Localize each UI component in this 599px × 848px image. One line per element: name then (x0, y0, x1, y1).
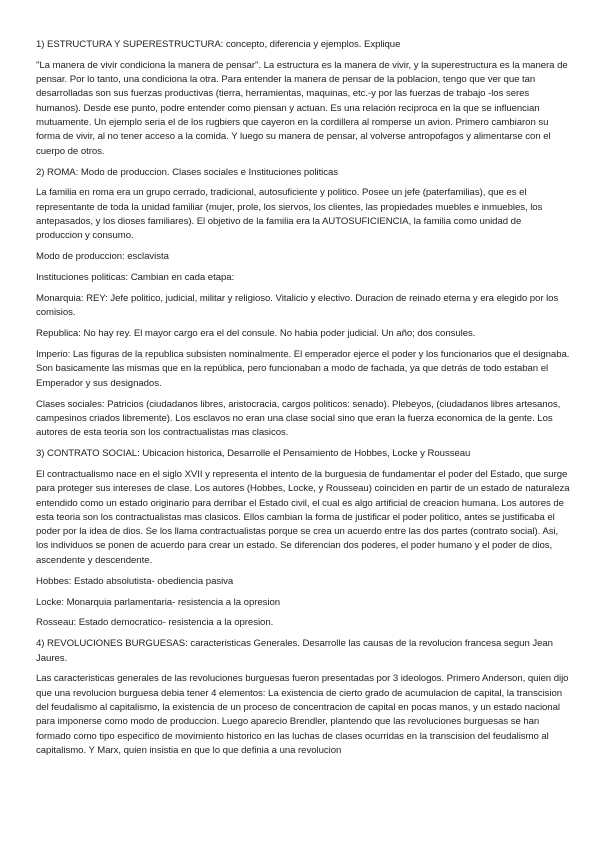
paragraph-modo-produccion: Modo de produccion: esclavista (36, 251, 169, 263)
paragraph-familia: La familia en roma era un grupo cerrado, tradicional, autosuficiente y politico. Posee un jefe (paterfamilias), que es el representante de toda la unidad familiar (mujer, prole, los siervos, los clientes, las propiedades muebles e inmuebles, los antepasados, y los dioses familiares). El objetivo de la familia era la AUTOSUFICIENCIA, la familia como unidad de produccion y consumo. (36, 187, 543, 242)
heading-estructura: 1) ESTRUCTURA Y SUPERESTRUCTURA: concepto, diferencia y ejemplos. Explique (36, 39, 401, 50)
heading-roma: 2) ROMA: Modo de produccion. Clases sociales e Instituciones politicas (36, 166, 339, 178)
paragraph-contractualismo: El contractualismo nace en el siglo XVII y representa el intento de la burguesia de fundamentar el poder del Estado, que surge para proteger sus intereses de clase. Los autores (Hobbes, Locke, y Rousseau) coinciden en partir de un estado de naturaleza entendido como un estado originario para derribar el Estado civil, el cual es algo artificial de creacion humana. Los autores de esta teoria son los contractualistas mas clasicos. Ellos cambian la forma de justificar el poder politico, antes se justificaba el poder por la idea de dios. Se los llama contractualistas porque se crea un acuerdo entre las dos partes (contrato social). Asi, los individuos se ponen de acuerdo para crear un estado. Se diferencian dos poderes, el poder humano y el poder de dios, ascendente y descendente. (36, 468, 570, 566)
paragraph-rousseau: Rosseau: Estado democratico- resistencia a la opresion. (36, 617, 274, 629)
paragraph-instituciones: Instituciones politicas: Cambian en cada etapa: (36, 272, 235, 284)
document-page (36, 38, 570, 765)
paragraph-republica: Republica: No hay rey. El mayor cargo era el del consule. No habia poder judicial. Un año; dos consules. (36, 328, 476, 340)
paragraph-revoluciones: Las caracteristicas generales de las revoluciones burguesas fueron presentadas por 3 ideologos. Primero Anderson, quien dijo que una revolucion burguesa debia tener 4 elementos: La existencia de cierto grado de acumulacion de capital, la transcision del feudalismo al capitalismo, la existencia de un proceso de concentracion de capital en pocas manos, y un estado nacional para imponerse como modo de produccion. Luego aparecio Brendler, plantendo que las revoluciones burguesas se han formado como tipo especifico de movimiento historico en las luchas de clases ocurridas en la transcision del feudalismo al capitalismo. Y Marx, quien insistia en que lo que definia a una revolucion (36, 673, 569, 756)
paragraph-hobbes: Hobbes: Estado absolutista- obediencia pasiva (36, 575, 234, 587)
paragraph-imperio: Imperio: Las figuras de la republica subsisten nominalmente. El emperador ejerce el poder y los funcionarios que el designaba. Son basicamente las mismas que en la república, pero funcionaban a modo de fachada, ya que detrás de todo estaban el Emperador y sus designados. (36, 349, 570, 389)
heading-revoluciones: 4) REVOLUCIONES BURGUESAS: caracteristicas Generales. Desarrolle las causas de la revolucion francesa segun Jean Jaures. (36, 638, 553, 664)
paragraph-estructura: "La manera de vivir condiciona la manera de pensar". La estructura es la manera de vivir, y la superestructura es la manera de pensar. Por lo tanto, una condiciona la otra. Para entender la manera de pensar de la poblacion, tengo que ver que tan desarrolladas son sus fuerzas productivas (tierra, herramientas, maquinas, etc.-y por las fuerzas de trabajo -los seres humanos). Desde ese punto, podre entender como piensan y actuan. Es una relación reciproca en la que se influencian mutuamente. Un ejemplo seria el de los rugbiers que cayeron en la cordillera al romperse un avion. Primero cambiaron su forma de vivir, al no tener acceso a la comida. Y luego su manera de pensar, al volverse antropofagos y alimentarse con el cuerpo de otros. (36, 59, 568, 157)
paragraph-monarquia: Monarquia: REY: Jefe politico, judicial, militar y religioso. Vitalicio y electivo. Duracion de reinado eterna y era elegido por los comisios. (36, 293, 559, 319)
heading-contrato-social: 3) CONTRATO SOCIAL: Ubicacion historica, Desarrolle el Pensamiento de Hobbes, Locke y Rousseau (36, 448, 471, 460)
paragraph-clases-sociales: Clases sociales: Patricios (ciudadanos libres, aristocracia, cargos politicos: senado). Plebeyos, (ciudadanos libres artesanos, campesinos criados libremente). Los esclavos no eran una clase social sino que eran la fuerza economica de la gente. Los autores de esta teoria son los contractualistas mas clasicos. (36, 398, 561, 439)
paragraph-locke: Locke: Monarquia parlamentaria- resistencia a la opresion (36, 596, 281, 608)
